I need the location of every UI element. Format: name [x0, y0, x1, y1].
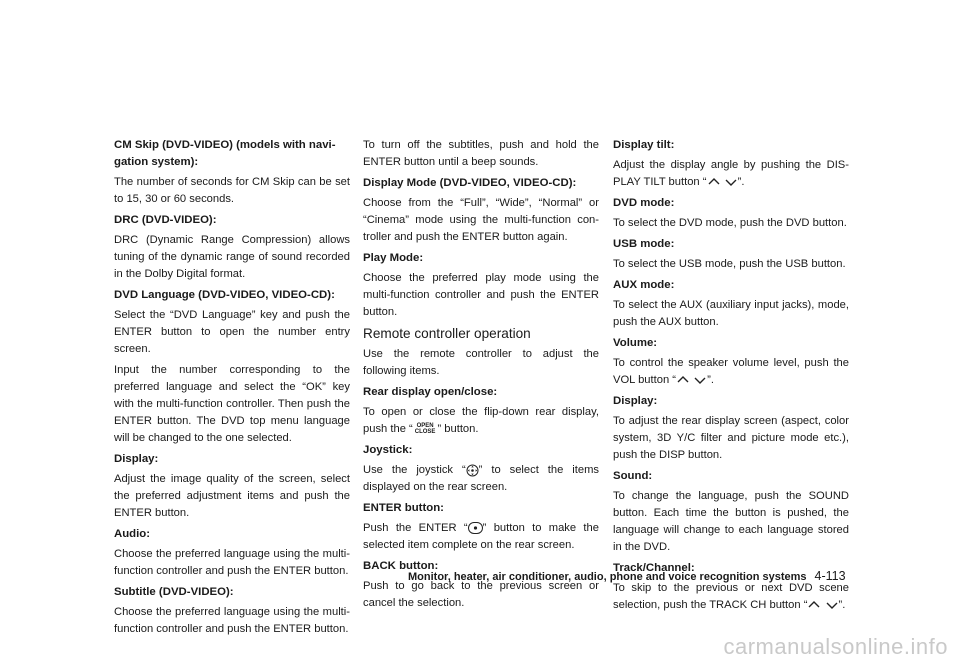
display-mode-heading: Display Mode (DVD-VIDEO, VIDEO-CD):	[363, 177, 577, 189]
aux-mode-heading: AUX mode:	[613, 279, 675, 291]
play-mode-heading: Play Mode:	[363, 252, 424, 264]
dvd-language-text-2: Input the number corresponding to the preferred language and select the “OK” key with the multi-function controller. Then push the ENTER button. The DVD top menu language will be changed to the one selected.	[114, 364, 350, 444]
enter-text	[363, 520, 599, 554]
volume-heading: Volume:	[613, 337, 658, 349]
sound-text: To change the language, push the SOUND button. Each time the button is pushed, the language will change to each language stored in the DVD.	[613, 490, 849, 553]
track-channel-text	[613, 580, 849, 614]
joystick-text-after: ” to select the items displayed on the rear screen.	[363, 464, 599, 493]
display-text: Adjust the image quality of the screen, select the preferred adjustment items and push the ENTER button.	[114, 473, 350, 519]
back-text: Push to go back to the previous screen or cancel the selection.	[363, 580, 599, 609]
enter-text-before: Push the ENTER “	[363, 522, 468, 534]
rear-display-text-after: ” button.	[437, 423, 479, 435]
chevron-up-icon	[676, 375, 690, 385]
column-2	[363, 137, 599, 616]
chapter-title: Monitor, heater, air conditioner, audio, phone and voice recognition systems	[408, 571, 807, 583]
back-heading: BACK button:	[363, 560, 439, 572]
sound-heading: Sound:	[613, 470, 653, 482]
page-footer	[408, 569, 846, 583]
display-heading: Display:	[114, 453, 159, 465]
usb-mode-heading: USB mode:	[613, 238, 675, 250]
cm-skip-heading: CM Skip (DVD-VIDEO) (models with navi-gation system):	[114, 139, 336, 168]
rear-display-text	[363, 404, 599, 438]
usb-mode-text: To select the USB mode, push the USB button.	[613, 258, 846, 270]
volume-text	[613, 355, 849, 389]
enter-heading: ENTER button:	[363, 502, 444, 514]
open-label: OPEN	[416, 423, 434, 430]
rear-display-adjust-text: To adjust the rear display screen (aspect, color system, 3D Y/C filter and picture mode etc.), push the DISP button.	[613, 415, 849, 461]
display-mode-text: Choose from the “Full”, “Wide”, “Normal” or “Cinema” mode using the multi-function con-troller and push the ENTER button again.	[363, 197, 599, 243]
watermark: carmanualsonline.info	[723, 634, 948, 659]
joystick-icon	[466, 464, 479, 477]
chevron-down-icon	[724, 177, 738, 187]
display-tilt-heading: Display tilt:	[613, 139, 675, 151]
track-channel-heading: Track/Channel:	[613, 562, 695, 574]
dvd-language-text-1: Select the “DVD Language” key and push the ENTER button to open the number entry screen.	[114, 309, 350, 355]
chevron-up-icon	[707, 177, 721, 187]
volume-text-before: To control the speaker volume level, push the VOL button “	[613, 357, 849, 386]
rear-display-text-before: To open or close the flip-down rear display, push the “	[363, 406, 599, 435]
track-text-before: To skip to the previous or next DVD scene selection, push the TRACK CH button “	[613, 582, 849, 611]
drc-heading: DRC (DVD-VIDEO):	[114, 214, 217, 226]
rear-display-heading: Rear display open/close:	[363, 386, 498, 398]
remote-intro: Use the remote controller to adjust the following items.	[363, 348, 599, 377]
page-number: 4-113	[814, 569, 846, 583]
cm-skip-text: The number of seconds for CM Skip can be set to 15, 30 or 60 seconds.	[114, 176, 350, 205]
open-close-icon	[415, 423, 436, 435]
chevron-down-icon	[825, 600, 839, 610]
dvd-language-heading: DVD Language (DVD-VIDEO, VIDEO-CD):	[114, 289, 335, 301]
display-tilt-text	[613, 157, 849, 191]
dvd-mode-heading: DVD mode:	[613, 197, 675, 209]
column-3	[613, 137, 849, 618]
chevron-down-icon	[693, 375, 707, 385]
close-label: CLOSE	[414, 429, 436, 436]
audio-heading: Audio:	[114, 528, 151, 540]
joystick-heading: Joystick:	[363, 444, 413, 456]
track-text-after: ”.	[838, 599, 846, 611]
rear-display-heading: Display:	[613, 395, 658, 407]
aux-mode-text: To select the AUX (auxiliary input jacks), mode, push the AUX button.	[613, 299, 849, 328]
enter-text-after: ” button to make the selected item complete on the rear screen.	[363, 522, 599, 551]
subtitle-text: Choose the preferred language using the multi-function controller and push the ENTER button.	[114, 606, 350, 635]
remote-section-title: Remote controller operation	[363, 326, 531, 341]
subtitle-off-text: To turn off the subtitles, push and hold the ENTER button until a beep sounds.	[363, 139, 599, 168]
enter-button-icon	[468, 522, 483, 534]
joystick-text-before: Use the joystick “	[363, 464, 466, 476]
joystick-text	[363, 462, 599, 496]
volume-text-after: ”.	[707, 374, 714, 386]
display-tilt-text-after: ”.	[737, 176, 745, 188]
subtitle-heading: Subtitle (DVD-VIDEO):	[114, 586, 234, 598]
drc-text: DRC (Dynamic Range Compression) allows tuning of the dynamic range of sound recorded in the Dolby Digital format.	[114, 234, 350, 280]
column-1	[114, 137, 350, 642]
display-tilt-text-before: Adjust the display angle by pushing the DIS-PLAY TILT button “	[613, 159, 849, 188]
dvd-mode-text: To select the DVD mode, push the DVD button.	[613, 217, 847, 229]
audio-text: Choose the preferred language using the multi-function controller and push the ENTER button.	[114, 548, 350, 577]
chevron-up-icon	[807, 600, 821, 610]
play-mode-text: Choose the preferred play mode using the multi-function controller and push the ENTER button.	[363, 272, 599, 318]
